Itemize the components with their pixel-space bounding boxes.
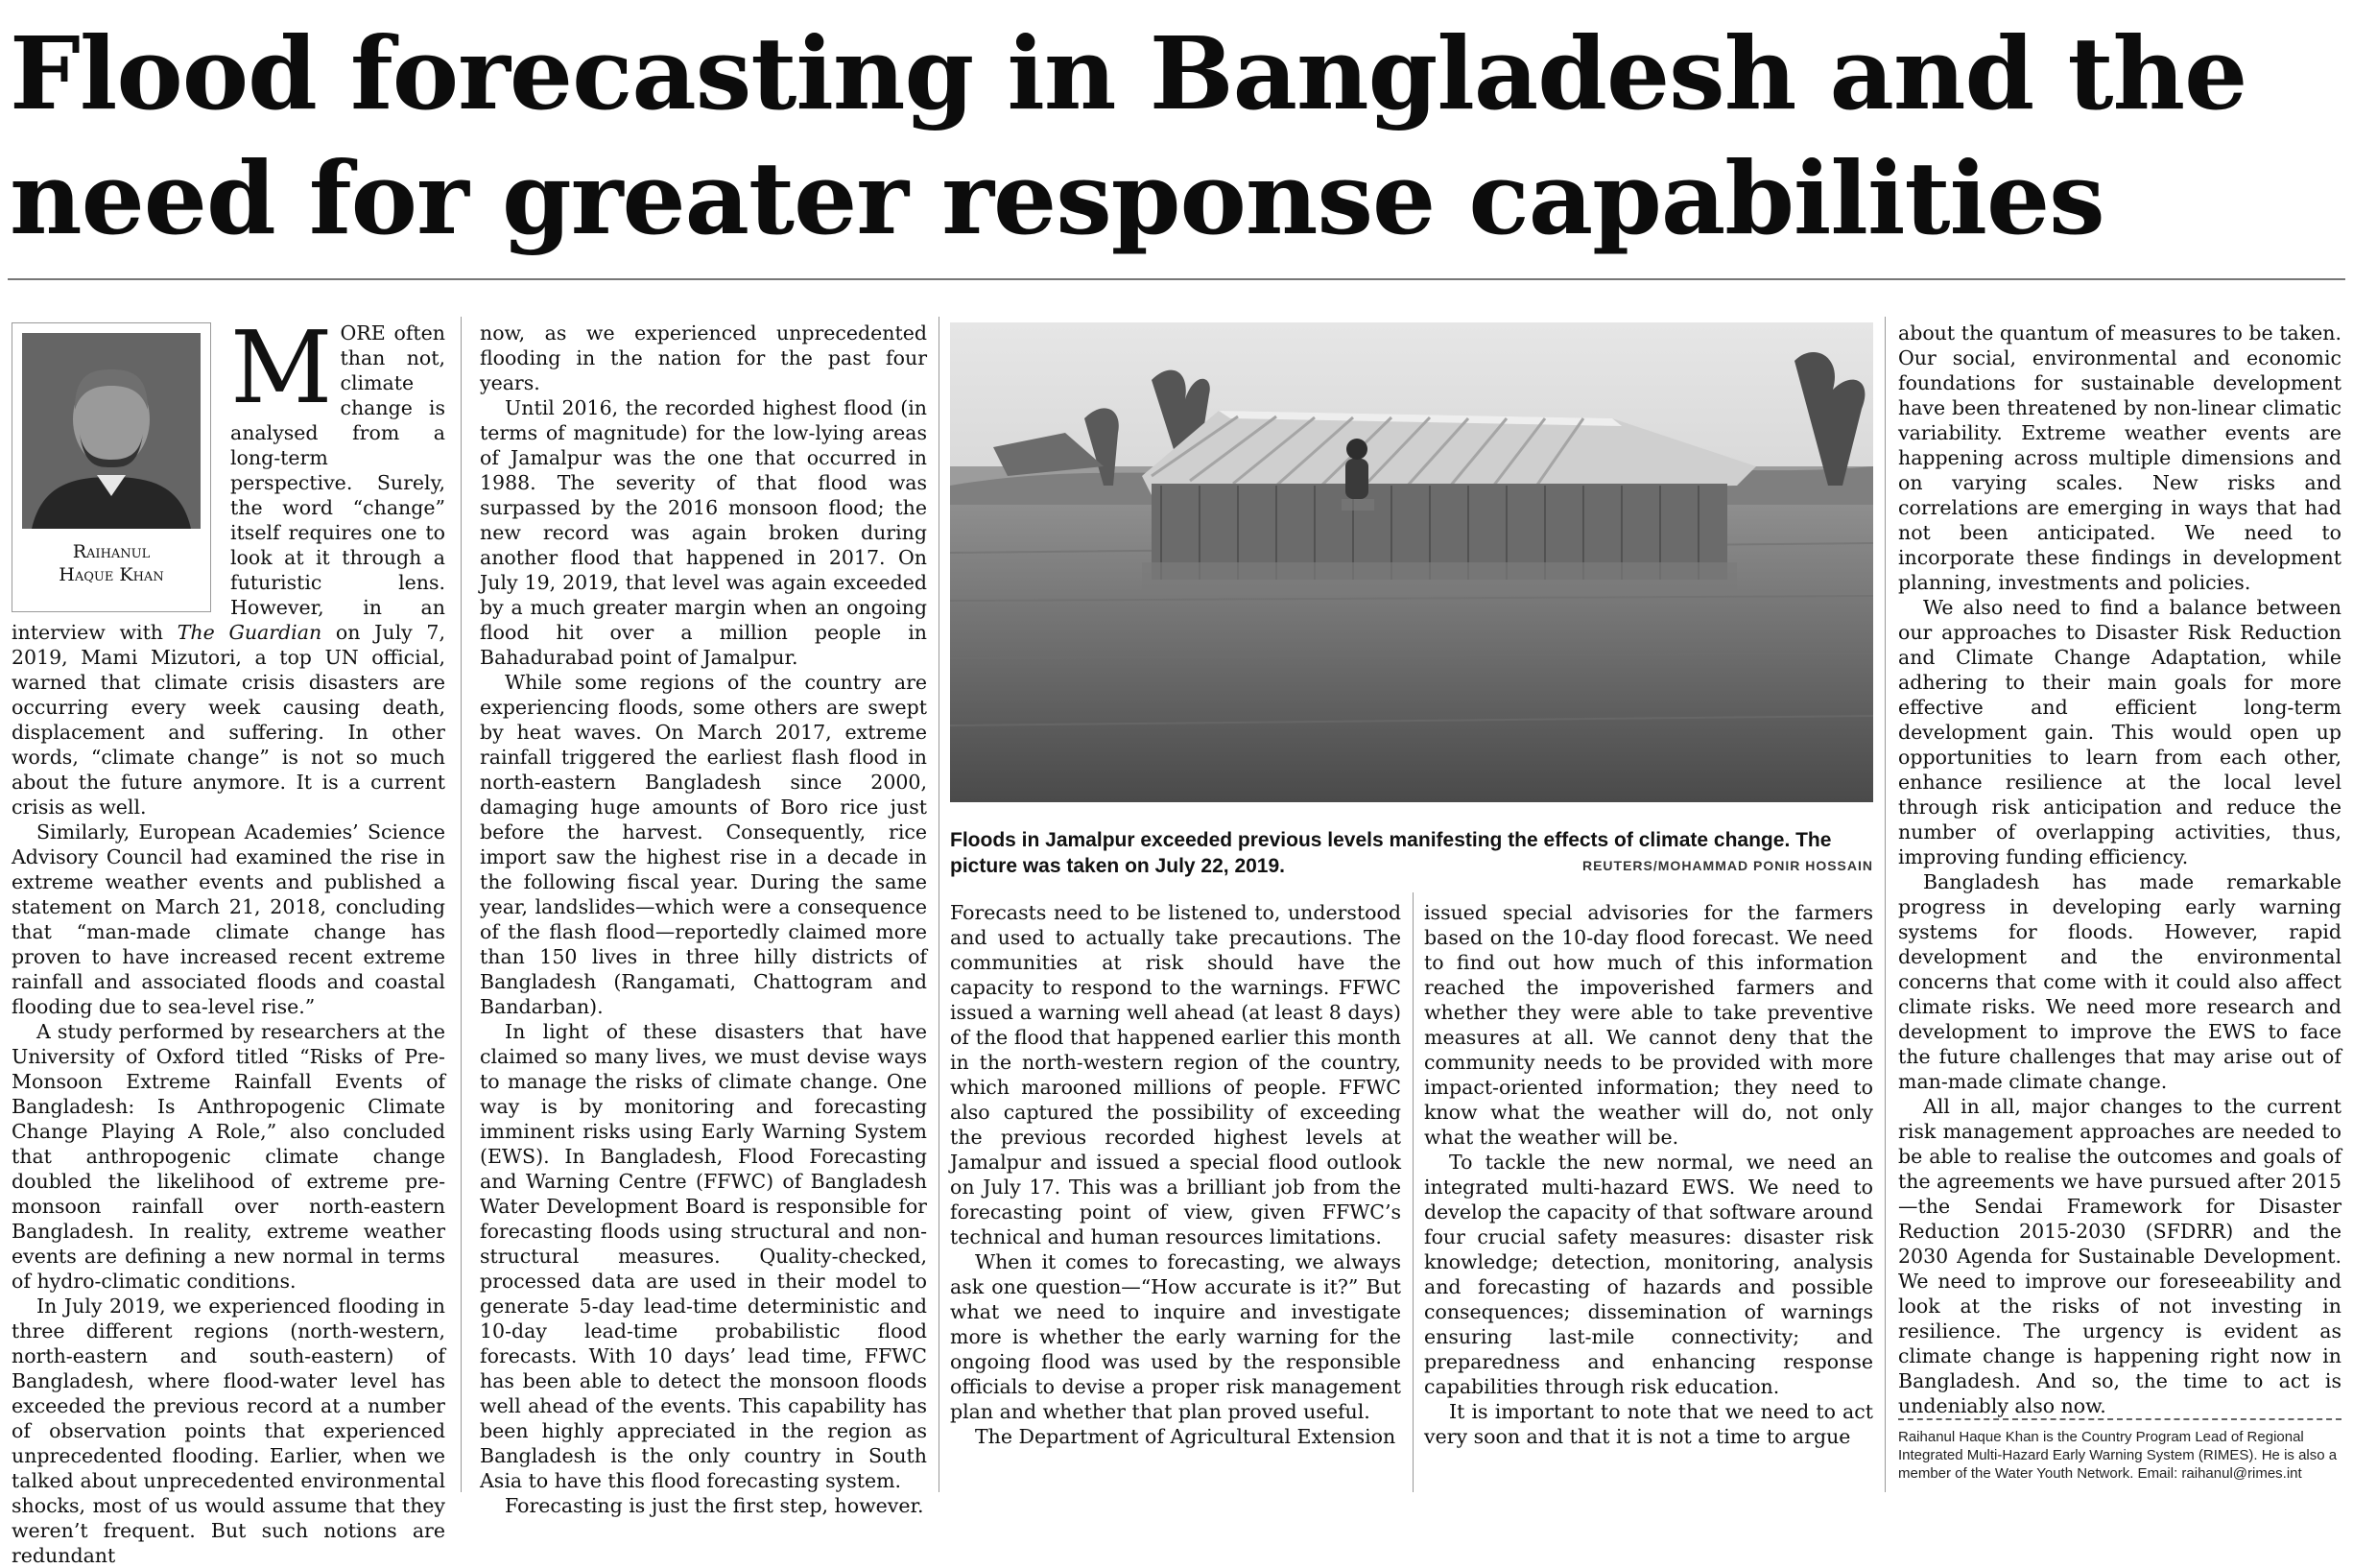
col1-paragraph-4: In July 2019, we experienced flooding in three different regions (north-western, north-eastern and south-eastern) of Bangladesh, where flood-water level has exceeded the previous record at a number of observation points that experienced unprecedented flooding. Earlier, when we talked about unprecedented environmental shocks, most of us would assume that they weren’t frequent. But such notions are redundant bbox=[12, 1295, 445, 1567]
col1-paragraph-3: A study performed by researchers at the University of Oxford titled “Risks of Pre-Monsoon Extreme Rainfall Events of Bangladesh: Is Anthropogenic Climate Change Playing A Role,” also concluded that anthropogenic climate change doubled the likelihood of extreme pre-monsoon rainfall over north-eastern Bangladesh. In reality, extreme weather events are defining a new normal in terms of hydro-climatic conditions. bbox=[12, 1020, 445, 1293]
col4-paragraph-1: issued special advisories for the farmers based on the 10-day flood forecast. We need to find out how much of this information reached the impoverished farmers and whether they were able to take preventive measures at all. We cannot deny that the community needs to be provided with more impact-oriented information; they need to know what the weather will do, not only what the weather will be. bbox=[1424, 901, 1873, 1149]
column-divider bbox=[1885, 317, 1886, 1492]
column-divider bbox=[461, 317, 462, 1492]
author-bio: Raihanul Haque Khan is the Country Program Lead of Regional Integrated Multi-Hazard Early Warning System (RIMES). He is also a member of the Water Youth Network. Email: raihanul@rimes.int bbox=[1898, 1429, 2338, 1482]
col3-paragraph-3: The Department of Agricultural Extension bbox=[975, 1425, 1396, 1448]
flood-house-image bbox=[950, 322, 1873, 802]
publication-name: The Guardian bbox=[177, 621, 322, 644]
col1-paragraph-2: Similarly, European Academies’ Science Advisory Council had examined the rise in extreme weather events and published a statement on March 21, 2018, concluding that “man-made climate change has proven to have increased recent extreme rainfall and associated floods and coastal flooding due to sea-level rise.” bbox=[12, 820, 445, 1018]
column-4 bbox=[1424, 900, 1873, 1449]
column-3 bbox=[950, 900, 1401, 1449]
col5-paragraph-3: Bangladesh has made remarkable progress in developing early warning systems for floods. However, rapid development and the environmental concerns that come with it could also affect climate risks. We need more research and development to improve the EWS to face the future challenges that may arise out of man-made climate change. bbox=[1898, 870, 2341, 1093]
col3-paragraph-1: Forecasts need to be listened to, understood and used to actually take precautions. The communities at risk should have the capacity to respond to the warnings. FFWC issued a warning well ahead (at least 8 days) of the flood that happened earlier this month in the north-western region of the country, which marooned millions of people. FFWC also captured the possibility of exceeding the previous recorded highest levels at Jamalpur and issued a special flood outlook on July 17. This was a brilliant job from the forecasting point of view, given FFWC’s technical and human resources limitations. bbox=[950, 901, 1401, 1248]
col5-paragraph-1: about the quantum of measures to be taken. Our social, environmental and economic foundations for sustainable development have been threatened by non-linear climatic variability. Extreme weather events are happening across multiple dimensions and on varying scales. New risks and correlations are emerging in ways that had not been anticipated. We need to incorporate these findings in development planning, investments and policies. bbox=[1898, 321, 2341, 594]
author-name-line-2: Haque Khan bbox=[59, 564, 164, 585]
dropcap: M bbox=[230, 309, 333, 426]
headline-rule bbox=[8, 278, 2345, 280]
col2-paragraph-4: In light of these disasters that have claimed so many lives, we must devise ways to manage the risks of climate change. One way is by monitoring and forecasting imminent risks using Early Warning System (EWS). In Bangladesh, Flood Forecasting and Warning Centre (FFWC) of Bangladesh Water Development Board is responsible for forecasting floods using structural and non-structural measures. Quality-checked, processed data are used in their model to generate 5-day lead-time deterministic and 10-day lead-time probabilistic flood forecasts. With 10 days’ lead time, FFWC has been able to detect the monsoon floods well ahead of the events. This capability has been highly appreciated in the region as Bangladesh is the only country in South Asia to have this flood forecasting system. bbox=[480, 1020, 927, 1492]
column-1 bbox=[12, 309, 445, 1568]
col1-p1-text: ORE often than not, climate change is analysed from a long-term perspective. Surely, the word “change” itself requires one to look at it through a futuristic lens. However, in an interview with bbox=[12, 321, 445, 644]
column-2 bbox=[480, 321, 927, 1518]
col2-paragraph-5: Forecasting is just the first step, however. bbox=[505, 1494, 924, 1517]
photo-credit: REUTERS/MOHAMMAD PONIR HOSSAIN bbox=[1581, 858, 1873, 873]
column-5 bbox=[1898, 321, 2341, 1418]
portrait-spacer bbox=[12, 321, 230, 620]
headline-line-1: Flood forecasting in Bangladesh and the bbox=[10, 14, 2247, 132]
col2-paragraph-3: While some regions of the country are experiencing floods, some others are swept by heat waves. On March 2017, extreme rainfall triggered the earliest flash flood in north-eastern Bangladesh since 2000, damaging huge amounts of Boro rice just before the harvest. Consequently, rice import saw the highest rise in a decade in the following fiscal year. During the same year, landslides—which were a consequence of the flash flood—reportedly claimed more than 150 lives in three hilly districts of Bangladesh (Rangamati, Chattogram and Bandarban). bbox=[480, 671, 927, 1018]
col2-paragraph-1: now, as we experienced unprecedented flooding in the nation for the past four years. bbox=[480, 321, 927, 394]
flood-photo bbox=[950, 322, 1873, 802]
col4-paragraph-3: It is important to note that we need to act very soon and that it is not a time to argue bbox=[1424, 1400, 1873, 1448]
col5-paragraph-4: All in all, major changes to the current risk management approaches are needed to be able to realise the outcomes and goals of the agreements we have pursued after 2015—the Sendai Framework for Disaster Reduction 2015-2030 (SFDRR) and the 2030 Agenda for Sustainable Development. We need to improve our foreseeability and look at the risks of not investing in resilience. The urgency is evident as climate change is happening right now in Bangladesh. And so, the time to act is undeniably also now. bbox=[1898, 1095, 2341, 1417]
bio-divider bbox=[1898, 1418, 2341, 1420]
caption-text: Floods in Jamalpur exceeded previous levels manifesting the effects of climate change. The picture was taken on July 22, 2019. bbox=[950, 829, 1832, 877]
col2-paragraph-2: Until 2016, the recorded highest flood (in terms of magnitude) for the low-lying areas of Jamalpur was the one that occurred in 1988. The severity of that flood was surpassed by the 2016 monsoon flood; the new record was again broken during another flood that happened in 2017. On July 19, 2019, that level was again exceeded by a much greater margin when an ongoing flood hit over a million people in Bahadurabad point of Jamalpur. bbox=[480, 396, 927, 669]
col5-paragraph-2: We also need to find a balance between our approaches to Disaster Risk Reduction and Climate Change Adaptation, while adhering to their main goals for more effective and efficient long-term development gain. This would open up opportunities to learn from each other, enhance resilience at the local level through risk anticipation and reduce the number of overlapping activities, thus, improving funding efficiency. bbox=[1898, 596, 2341, 868]
photo-caption bbox=[950, 827, 1873, 879]
author-name-line-1: Raihanul bbox=[72, 541, 151, 562]
col4-paragraph-2: To tackle the new normal, we need an integrated multi-hazard EWS. We need to develop the capacity of that software around four crucial safety measures: disaster risk knowledge; detection, monitoring, analysis and forecasting of hazards and possible consequences; dissemination of warnings ensuring last-mile connectivity; and preparedness and enhancing response capabilities through risk education. bbox=[1424, 1151, 1873, 1398]
headline-line-2: need for greater response capabilities bbox=[10, 139, 2104, 257]
col1-p1-end: on July 7, 2019, Mami Mizutori, a top UN official, warned that climate crisis disasters are occurring every week causing death, displacement and suffering. In other words, “climate change” is not so much about the future anymore. It is a current crisis as well. bbox=[12, 621, 445, 819]
headline bbox=[10, 12, 2343, 261]
col3-paragraph-2: When it comes to forecasting, we always ask one question—“How accurate is it?” But what we need to inquire and investigate more is whether the early warning for the ongoing flood was used by the responsible officials to devise a proper risk management plan and whether that plan proved useful. bbox=[950, 1250, 1401, 1423]
column-divider bbox=[1413, 892, 1414, 1492]
